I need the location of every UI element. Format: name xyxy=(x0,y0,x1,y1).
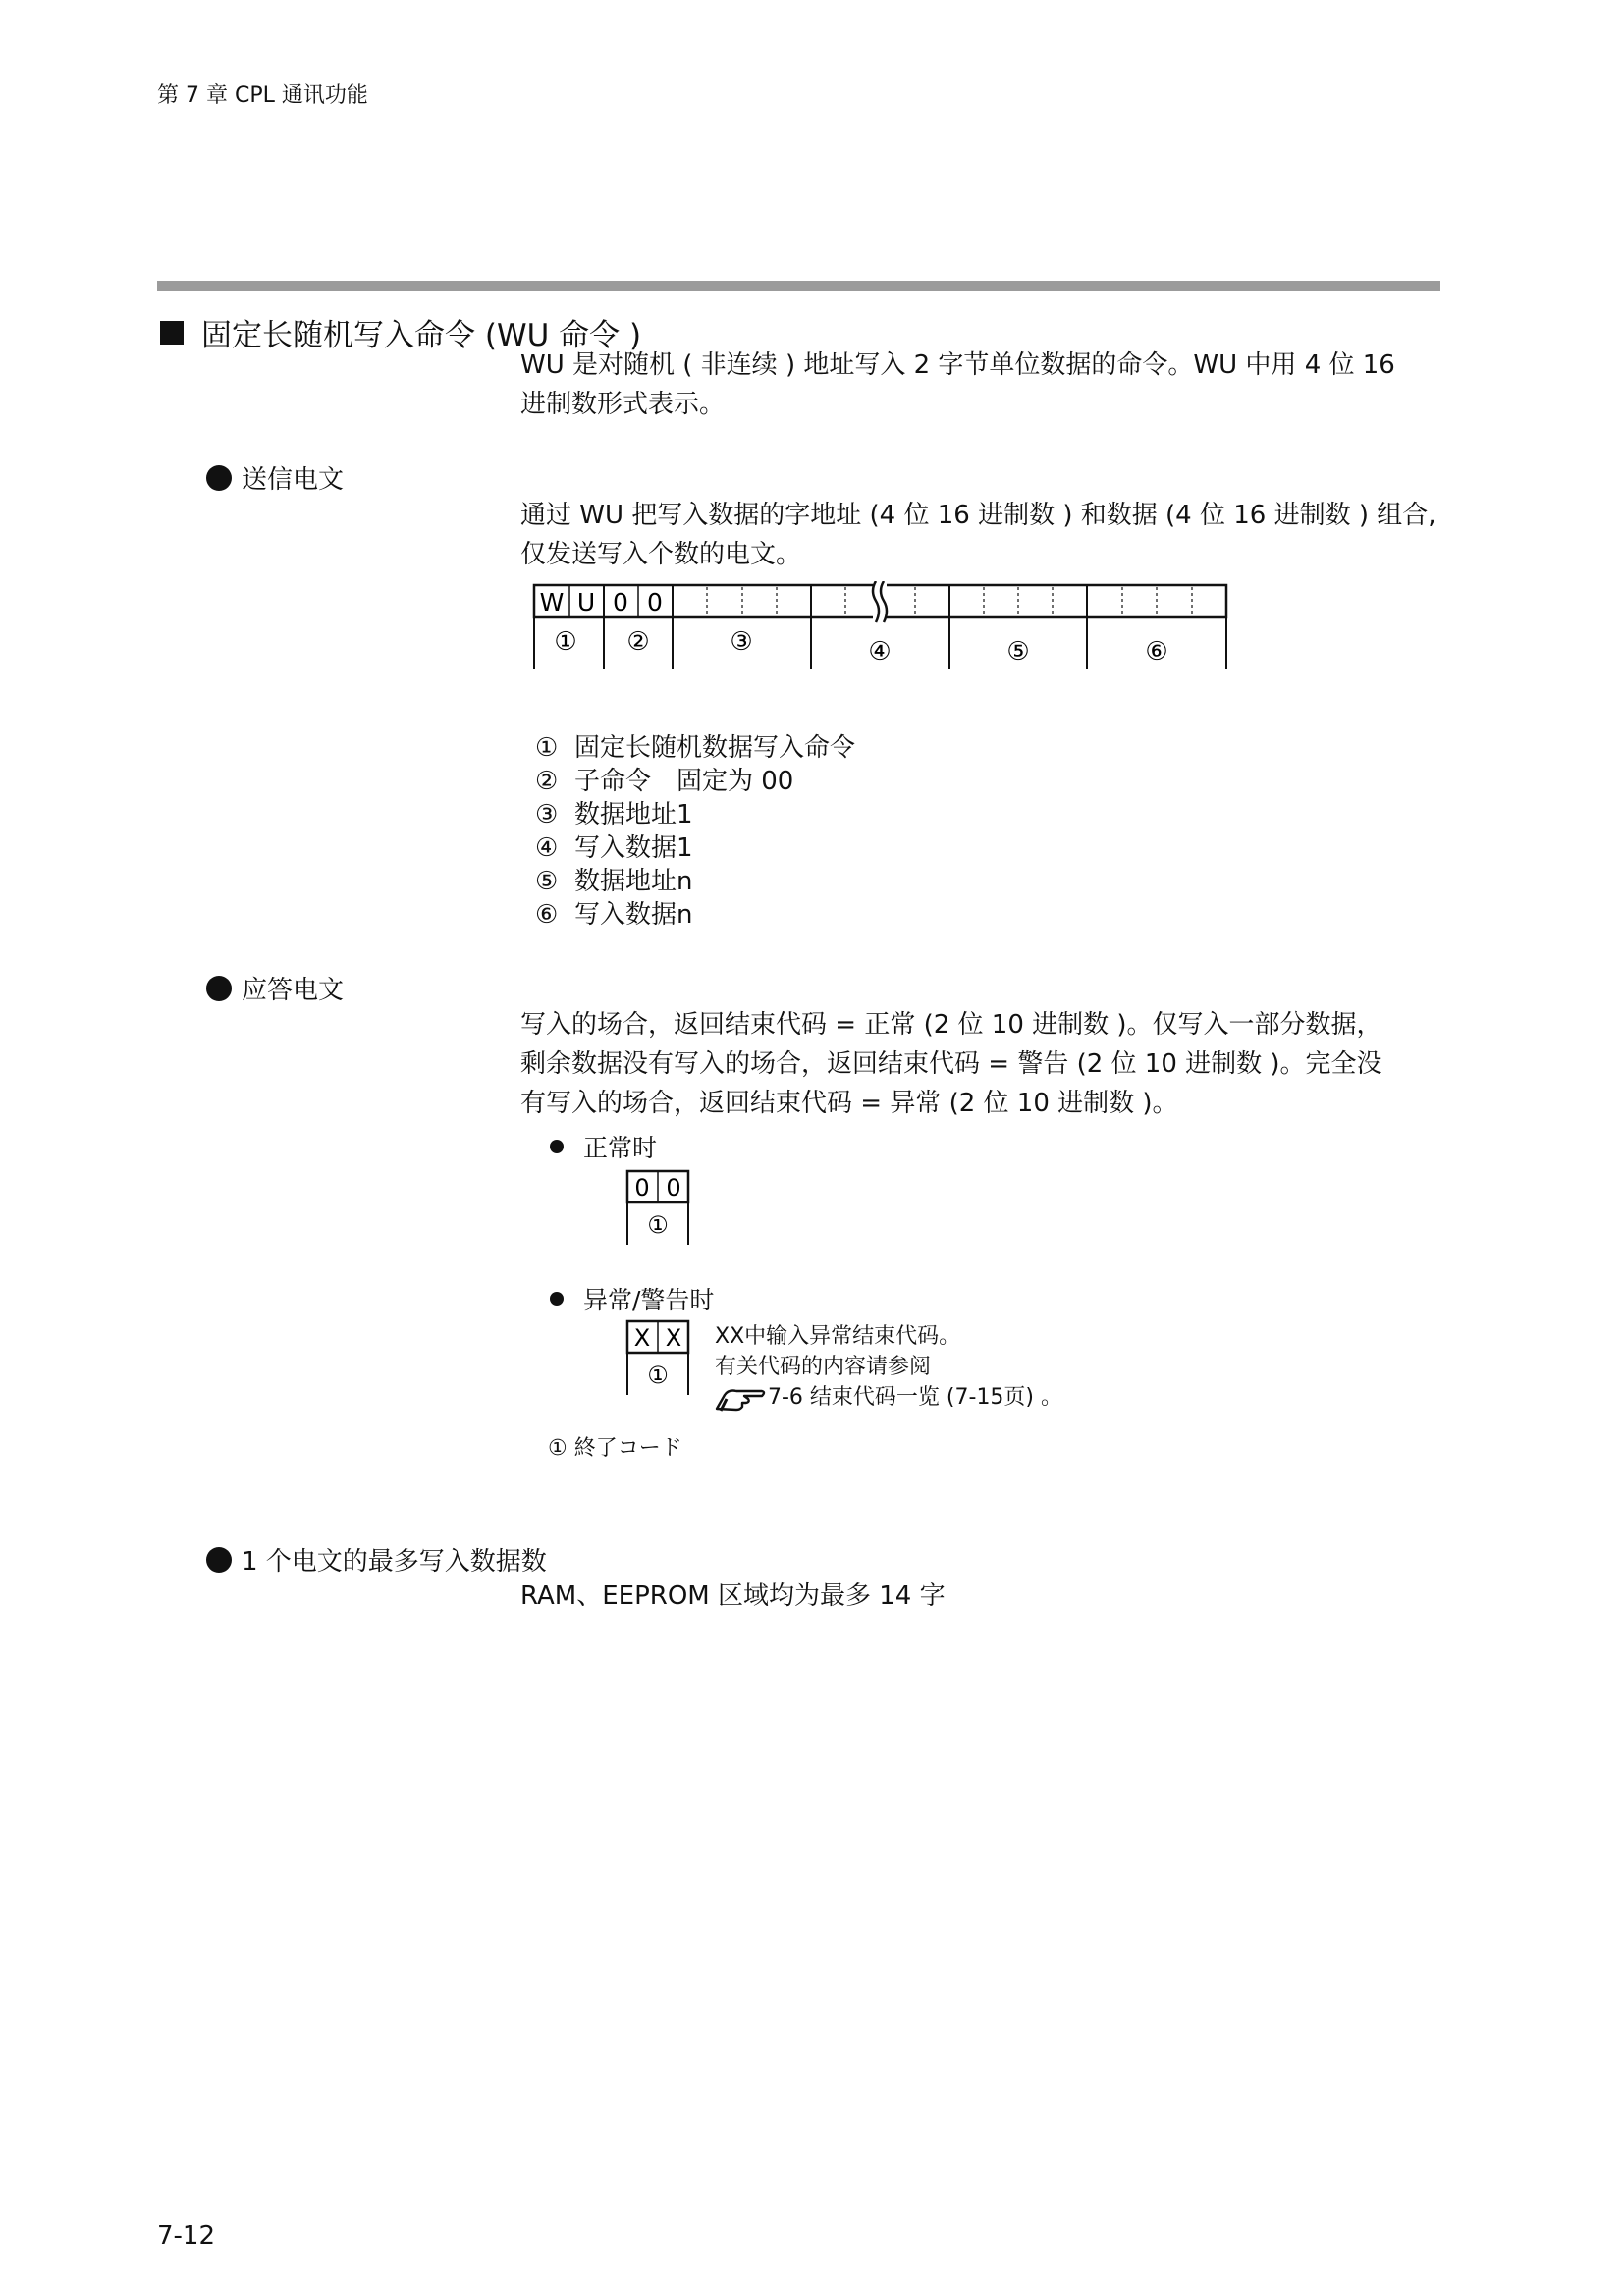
error-note-line: XX中输入异常结束代码。 xyxy=(715,1324,961,1349)
bullet-icon xyxy=(206,465,232,491)
section-intro xyxy=(520,346,1395,424)
maxdata-heading-text: 1 个电文的最多写入数据数 xyxy=(242,1547,547,1576)
frame-cell: 0 xyxy=(613,588,628,616)
response-heading-text: 应答电文 xyxy=(242,976,345,1005)
frame-cell: U xyxy=(576,588,596,616)
code-cell: X xyxy=(633,1324,651,1352)
legend-num: ④ xyxy=(535,833,559,863)
legend-num: ① xyxy=(535,733,559,763)
frame-label: ④ xyxy=(868,637,892,667)
normal-case-text: 正常时 xyxy=(583,1134,658,1162)
normal-code-diagram xyxy=(624,1168,693,1247)
intro-line: WU 是对随机 ( 非连续 ) 地址写入 2 字节单位数据的命令。WU 中用 4 位 16 xyxy=(520,350,1395,380)
square-bullet-icon xyxy=(160,321,184,345)
legend-num: ⑤ xyxy=(535,867,559,896)
small-bullet-icon xyxy=(550,1140,564,1153)
frame-label: ② xyxy=(626,627,650,657)
legend-item xyxy=(535,865,855,898)
normal-case-label xyxy=(550,1129,657,1164)
response-desc-line: 写入的场合，返回结束代码 = 正常 (2 位 10 进制数 )。仅写入一部分数据， xyxy=(520,1010,1382,1040)
end-code-footnote: ① 終了コード xyxy=(548,1436,682,1461)
legend-text: 数据地址n xyxy=(574,867,693,896)
send-frame-diagram xyxy=(530,581,1237,674)
frame-label: ③ xyxy=(730,627,753,657)
send-description xyxy=(520,496,1436,574)
code-label: ① xyxy=(647,1211,669,1239)
legend-text: 子命令 固定为 00 xyxy=(574,767,794,796)
frame-label: ① xyxy=(554,627,577,657)
error-note xyxy=(715,1321,1062,1413)
legend-item xyxy=(535,831,855,865)
field-legend xyxy=(535,731,855,932)
legend-text: 固定长随机数据写入命令 xyxy=(574,733,856,763)
legend-item xyxy=(535,798,855,831)
chapter-header: 第 7 章 CPL 通讯功能 xyxy=(157,83,368,108)
frame-label: ⑥ xyxy=(1145,637,1168,667)
legend-item xyxy=(535,731,855,765)
legend-num: ⑥ xyxy=(535,900,559,930)
legend-text: 写入数据1 xyxy=(574,833,693,863)
code-label: ① xyxy=(647,1362,669,1389)
error-code-diagram xyxy=(624,1318,693,1397)
legend-text: 写入数据n xyxy=(574,900,693,930)
response-description xyxy=(520,1005,1382,1123)
code-cell: 0 xyxy=(666,1174,681,1201)
legend-num: ② xyxy=(535,767,559,796)
frame-cell: 0 xyxy=(647,588,663,616)
send-desc-line: 仅发送写入个数的电文。 xyxy=(520,540,802,569)
code-cell: X xyxy=(665,1324,682,1352)
bullet-icon xyxy=(206,1547,232,1573)
send-heading-text: 送信电文 xyxy=(242,465,345,495)
error-case-label xyxy=(550,1281,714,1316)
small-bullet-icon xyxy=(550,1292,564,1306)
reference-text: 7-6 结束代码一览 (7-15页) 。 xyxy=(768,1385,1063,1410)
legend-text: 数据地址1 xyxy=(574,800,693,829)
section-divider xyxy=(157,281,1440,291)
pointing-hand-icon xyxy=(715,1383,768,1413)
legend-item xyxy=(535,765,855,798)
reference-link[interactable] xyxy=(715,1382,1062,1413)
code-cell: 0 xyxy=(634,1174,650,1201)
legend-item xyxy=(535,898,855,932)
frame-label: ⑤ xyxy=(1006,637,1030,667)
section-title-text: 固定长随机写入命令 (WU 命令 ) xyxy=(201,318,642,353)
send-desc-line: 通过 WU 把写入数据的字地址 (4 位 16 进制数 ) 和数据 (4 位 16 进制数 ) 组合, xyxy=(520,501,1436,530)
frame-cell: W xyxy=(539,588,565,616)
response-desc-line: 剩余数据没有写入的场合，返回结束代码 = 警告 (2 位 10 进制数 )。完全没 xyxy=(520,1049,1382,1079)
bullet-icon xyxy=(206,976,232,1001)
maxdata-text: RAM、EEPROM 区域均为最多 14 字 xyxy=(520,1581,946,1611)
intro-line: 进制数形式表示。 xyxy=(520,390,726,419)
error-case-text: 异常/警告时 xyxy=(583,1286,715,1314)
page-number: 7-12 xyxy=(157,2221,216,2251)
response-heading xyxy=(206,970,344,1006)
legend-num: ③ xyxy=(535,800,559,829)
error-note-line: 有关代码的内容请参阅 xyxy=(715,1355,932,1379)
maxdata-heading xyxy=(206,1541,547,1577)
send-heading xyxy=(206,459,344,496)
response-desc-line: 有写入的场合，返回结束代码 = 异常 (2 位 10 进制数 )。 xyxy=(520,1089,1178,1118)
